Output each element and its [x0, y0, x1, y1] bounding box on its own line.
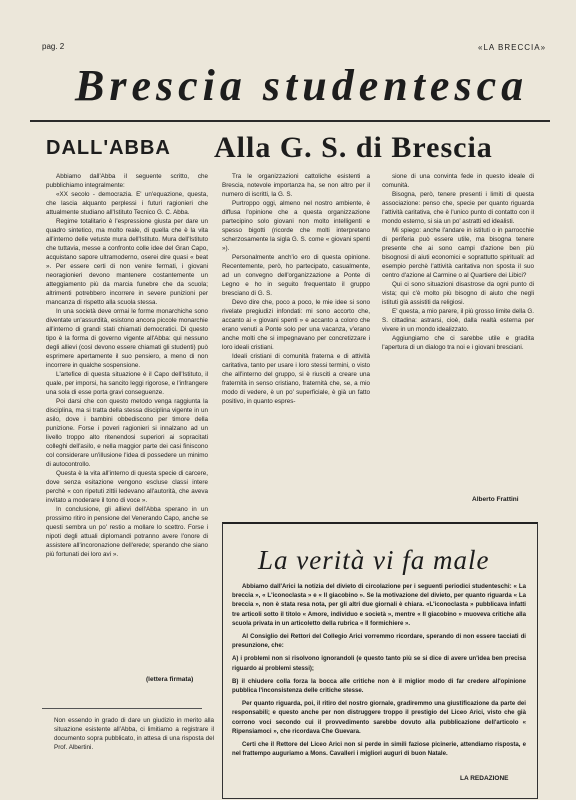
paragraph: Per quanto riguarda, poi, il ritiro del nostro giornale, gradiremmo una giustificazione da parte dei responsabili; e questo anche per non distruggere troppo il prestigio del Liceo Arici, visto che già corrono voci secondo cui il provvedimento sarebbe dovuto alla pubblicazione dell'articolo « Ripensiamoci », che ricordava Che Guevara.: [232, 700, 526, 735]
paragraph: Personalmente anch'io ero di questa opinione. Recentemente, però, ho partecipato, casualmente, ad un convegno dell'organizzazione a Ponte di Legno e ho in seguito frequentato il gruppo bresciano di G. S.: [222, 254, 370, 297]
paragraph: L'artefice di questa situazione è il Capo dell'Istituto, il quale, per imporsi, ha sancito leggi rigorose, e l'infrangere una sola di esse porta gravi conseguenze.: [46, 371, 208, 396]
right-headline: Alla G. S. di Brescia: [214, 131, 493, 164]
paragraph: Bisogna, però, tenere presenti i limiti di questa associazione: penso che, specie per quanto riguarda l'attività caritativa, che è l'unico punto di contatto con il mondo esterno, si sia un po' astratti ed idealisti.: [382, 191, 534, 225]
right-signature: Alberto Frattini: [472, 496, 519, 503]
left-article: [46, 172, 208, 559]
page-number: pag. 2: [42, 42, 65, 51]
paragraph: Purtroppo oggi, almeno nel nostro ambiente, è diffusa l'opinione che a questa organizzazione partecipino solo giovani non molto intelligenti e spesso bigotti (ricorde che molti interpretano scherzosamente la sigla G. S. come « giovani spenti »).: [222, 200, 370, 252]
left-headline: DALL'ABBA: [46, 137, 171, 159]
paragraph: In conclusione, gli allievi dell'Abba sperano in un prossimo ritiro in pensione del Venerando Capo, anche se questi sembra un po' restio a mollare lo scettro. Forse i nipoti degli attuali diplomandi potranno avere l'onore di assistere all'incoronazione dell'erede; sperando che siano più fortunati dei loro avi ».: [46, 506, 208, 558]
editorial-signature: LA REDAZIONE: [460, 775, 509, 782]
paragraph: Ideali cristiani di comunità fraterna e di attività caritativa, tanto per usare i loro stessi termini, o visto che all'interno del gruppo, si è riusciti a creare una fraternità in senso cristiano, fraternità che, se, a mio modo di vedere, è un po' superficiale, è già un fatto positivo, in quanto espres-: [222, 353, 370, 405]
paragraph: Qui ci sono situazioni disastrose da ogni punto di vista; qui c'è molto più bisogno di aiuto che negli istituti già assistiti da religiosi.: [382, 281, 534, 306]
footnote: Non essendo in grado di dare un giudizio in merito alla situazione esistente all'Abba, ci limitiamo a registrare il documento sopra pubblicato, in attesa di una risposta del Prof. Albertini.: [54, 717, 214, 751]
paragraph: Devo dire che, poco a poco, le mie idee si sono rivelate pregiudizi infondati: mi sono accorto che, accanto ai « giovani spenti » e accanto a coloro che erano venuti a Ponte solo per una vacanza, v'erano anche molti che si impegnavano per concretizzare i loro ideali cristiani.: [222, 299, 370, 351]
paragraph: B) il chiudere colla forza la bocca alle critiche non è il miglior modo di far credere all'opinione pubblica l'inconsistenza delle critiche stesse.: [232, 677, 526, 695]
section-title: Brescia studentesca: [75, 61, 529, 110]
paragraph: A) i problemi non si risolvono ignorandoli (e questo tanto più se si dice di avere un'idea ben precisa riguardo ai problemi stessi);: [232, 655, 526, 672]
editorial-title: La verità vi fa male: [258, 545, 490, 575]
paragraph: Abbiamo dall'Abba il seguente scritto, che pubblichiamo integralmente:: [46, 173, 208, 189]
paragraph: Al Consiglio dei Rettori del Collegio Arici vorremmo ricordare, sperando di non essere tacciati di presunzione, che:: [232, 633, 526, 650]
right-column: [382, 172, 534, 352]
paragraph: In una società deve ormai le forme monarchiche sono diventate un'assurdità, esistono ancora piccole monarchie all'interno di grandi stati chiamati democratici. Di questo tipo è la forma di governo vigente all'Abba: qui nessuno degli allievi (così devono essere chiamati gli studenti) può esprimere apertamente il suo pensiero, a meno di non incorrere in qualche sospensione.: [46, 308, 208, 369]
newspaper-name: «LA BRECCIA»: [478, 43, 547, 52]
paragraph: Questa è la vita all'interno di questa specie di carcere, dove senza esitazione vengono escluse classi intere perchè « con ripetuti zittii ledevano all'autorità, che aveva invitato a moderare il tono di voce ».: [46, 470, 208, 504]
middle-column: [222, 172, 370, 406]
left-signature: (lettera firmata): [146, 676, 194, 683]
paragraph: E' questa, a mio parere, il più grosso limite della G. S. cittadina: astrarsi, cioè, dalla realtà esterna per vivere in un mondo idealizzato.: [382, 308, 534, 333]
paragraph: Mi spiego: anche l'andare in istituti o in parrocchie di periferia può essere utile, ma bisogna tenere presente che ai sono campi d'azione ben più bisognosi di aiuti economici e soprattutto spirituali: ad esempio perchè l'attività caritativa non sposta il suo centro d'azione al Carmine o al Quartiere dei Libici?: [382, 227, 534, 279]
paragraph: «XX secolo - democrazia. E' un'equazione, questa, che lascia alquanto perplessi i futuri ragionieri che attualmente studiano all'Istituto Tecnico G. C. Abba.: [46, 191, 208, 216]
paragraph: Aggiungiamo che ci sarebbe utile e gradita l'apertura di un dialogo tra noi e i giovani bresciani.: [382, 335, 534, 351]
divider: [30, 120, 550, 122]
paragraph: Certi che il Rettore del Liceo Arici non si perde in simili faziose picinerie, attendiamo risposta, e nel frattempo auguriamo a Mons. Cavalleri i migliori auguri di buon Natale.: [232, 741, 526, 758]
paragraph: sione di una convinta fede in questo ideale di comunità.: [382, 173, 534, 189]
paragraph: Abbiamo dall'Arici la notizia del divieto di circolazione per i seguenti periodici studenteschi: « La breccia », « L'iconoclasta » e « Il giacobino ». Se la motivazione del divieto, per quanto riguarda « La breccia », non è stata resa nota, per gli altri due giornali è chiara. «L'iconoclasta » pubblicava infatti tre articoli sotto il titolo « Amore, individuo e società », mentre « Il giacobino » muoveva critiche alla scuola privata in un articoletto della rubrica « Il formichiere ».: [232, 583, 526, 627]
divider: [42, 708, 202, 709]
paragraph: Poi darsi che con questo metodo venga raggiunta la disciplina, ma si tratta della stessa disciplina vigente in un asilo, dove i bambini obbediscono per timore della punizione. Forse i poveri ragionieri si innalzano ad un livello troppo alto ritenendosi superiori ai sopracitati colleghi dell'asilo, e nella maggior parte dei casi finiscono col considerare un'illusione l'idea di possedere un minimo di autocontrollo.: [46, 398, 208, 468]
paragraph: Tra le organizzazioni cattoliche esistenti a Brescia, notevole importanza ha, se non altro per il numero di iscritti, la G. S.: [222, 173, 370, 198]
editorial-body: [232, 582, 526, 762]
paragraph: Regime totalitario è l'espressione giusta per dare un quadro sintetico, ma molto reale, di quella che è la vita all'interno delle vetuste mura dell'Istituto. Mura dell'Istituto che tuttavia, messe a confronto colle idee del Gran Capo, acquistano sapore ultramoderno, oserei dire quasi « beat ». Per essere certi di non venire fermati, i giovani neoragionieri devono mantenere costantemente un atteggiamento più da marcia funebre che da scuola; altrimenti potrebbero incorrere in severe punizioni per mancanza di rispetto alla scuola stessa.: [46, 218, 208, 306]
